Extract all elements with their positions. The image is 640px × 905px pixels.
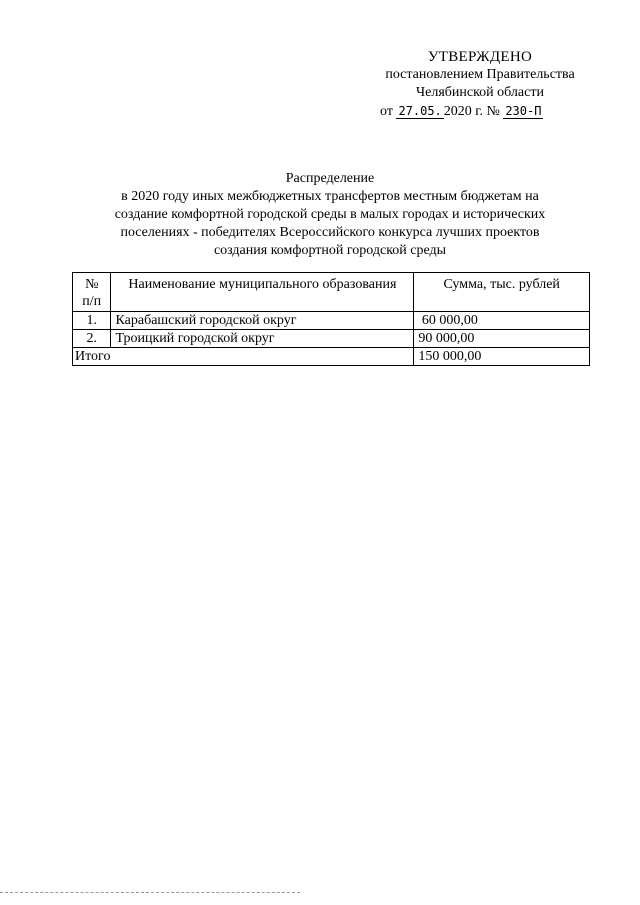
- approval-heading: УТВЕРЖДЕНО: [427, 49, 533, 65]
- header-name: Наименование муниципального образования: [111, 273, 414, 312]
- approval-line-government: постановлением Правительства: [385, 67, 575, 82]
- scan-edge-line: [0, 892, 300, 893]
- approval-date-line: [360, 102, 600, 121]
- header-num-line-1: №: [85, 277, 99, 292]
- date-prefix: от: [380, 104, 393, 119]
- approval-block: [360, 48, 600, 121]
- date-value: 27.05.: [398, 104, 442, 118]
- table-total-row: [73, 348, 590, 366]
- document-title: [70, 170, 590, 260]
- title-line-4: поселениях - победителях Всероссийского конкурса лучших проектов: [120, 225, 540, 240]
- header-sum: Сумма, тыс. рублей: [414, 273, 590, 312]
- title-line-5: создания комфортной городской среды: [213, 243, 447, 258]
- approval-line-region: Челябинской области: [416, 85, 544, 100]
- header-num-line-2: п/п: [82, 294, 102, 309]
- table-header-row: [73, 273, 590, 312]
- title-line-3: создание комфортной городской среды в малых городах и исторических: [114, 207, 546, 222]
- table-row: [73, 330, 590, 348]
- row-num: 2.: [73, 330, 111, 348]
- total-sum: 150 000,00: [414, 348, 590, 366]
- total-label: Итого: [73, 348, 414, 366]
- row-sum: 90 000,00: [414, 330, 590, 348]
- row-name: Троицкий городской округ: [111, 330, 414, 348]
- header-num: [73, 273, 111, 312]
- distribution-table: [72, 272, 590, 366]
- year-text: 2020 г. №: [443, 104, 500, 119]
- decree-number: 230-П: [505, 104, 542, 118]
- row-name: Карабашский городской округ: [111, 312, 414, 330]
- title-line-1: Распределение: [285, 171, 375, 186]
- row-sum: 60 000,00: [414, 312, 590, 330]
- title-line-2: в 2020 году иных межбюджетных трансфертов местным бюджетам на: [121, 189, 539, 204]
- table-row: [73, 312, 590, 330]
- row-num: 1.: [73, 312, 111, 330]
